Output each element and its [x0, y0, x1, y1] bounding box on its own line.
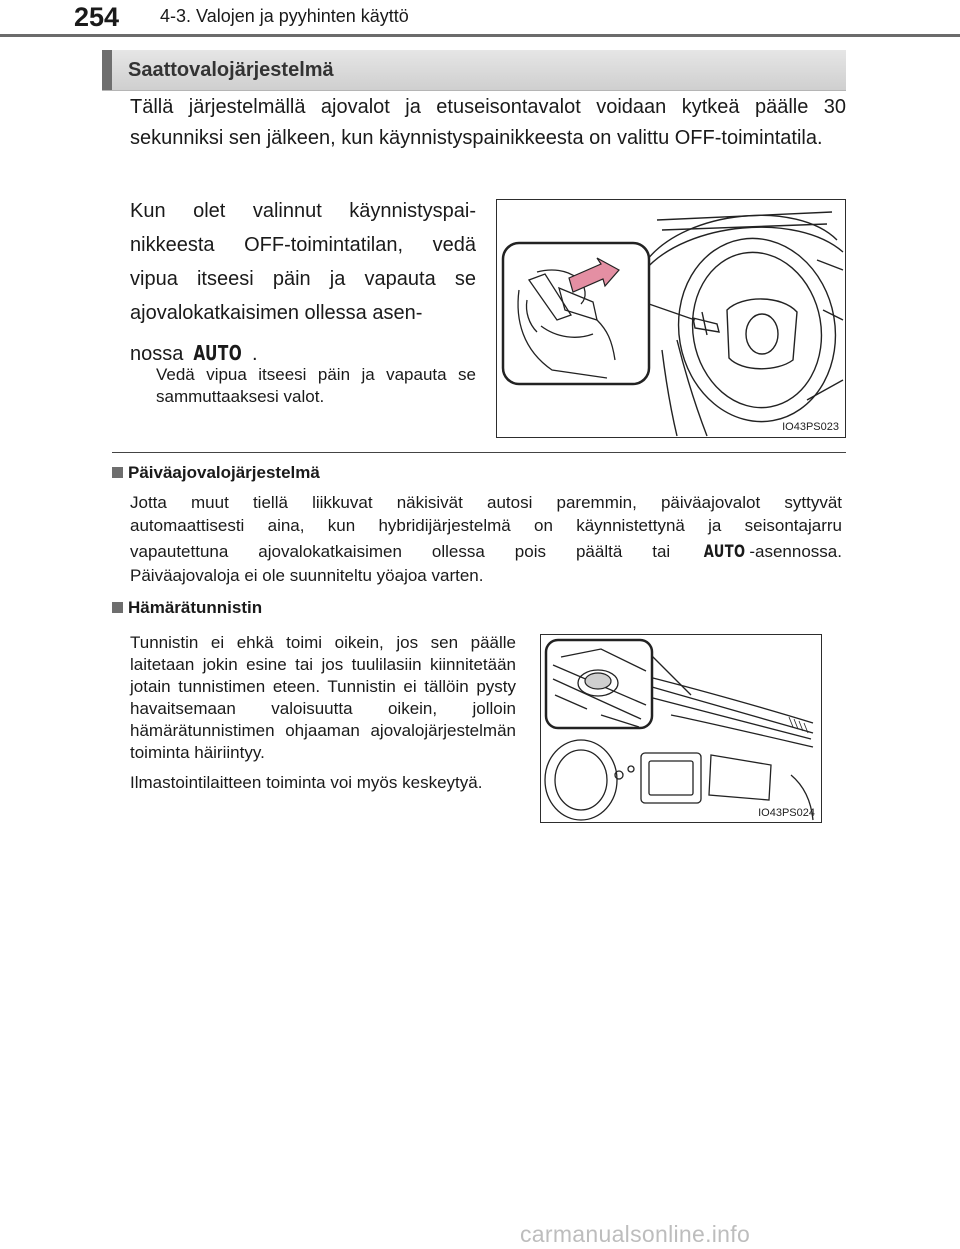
step-paragraph	[130, 194, 476, 371]
sensor-illustration	[541, 635, 821, 822]
step-last-prefix: nossa	[130, 343, 184, 365]
step-main-text: Kun olet valinnut käynnistyspai-nikkeesta OFF-toimintatilan, vedä vipua itseesi päin ja vapauta se ajovalokatkaisimen ollessa asen-	[130, 200, 476, 324]
watermark: carmanualsonline.info	[520, 1221, 751, 1247]
figure-light-sensor	[540, 634, 822, 823]
intro-paragraph: Tällä järjestelmällä ajovalot ja etuseisontavalot voidaan kytkeä päälle 30 sekunniksi sen jälkeen, kun käynnistyspainikkeesta on valittu OFF-toimintatila.	[130, 96, 846, 149]
section-title: Saattovalojärjestelmä	[128, 59, 334, 81]
daytime-line3-prefix: vapautettuna ajovalokatkaisimen ollessa pois päältä tai	[130, 542, 671, 561]
figure-headlight-lever	[496, 199, 846, 438]
figure-code: IO43PS023	[782, 421, 839, 433]
daytime-line: Päiväajovaloja ei ole suunniteltu yöajoa varten.	[130, 566, 484, 585]
page-number: 254	[74, 2, 120, 32]
sensor-heading-text: Hämärätunnistin	[128, 598, 263, 617]
step-note: Vedä vipua itseesi päin ja vapauta se sammuttaaksesi valot.	[156, 365, 476, 406]
sensor-paragraph: Ilmastointilaitteen toiminta voi myös keskeytyä.	[130, 773, 483, 792]
daytime-paragraph	[130, 491, 842, 587]
header-rule	[0, 34, 960, 37]
auto-position-symbol: AUTO	[193, 341, 243, 365]
daytime-line3-suffix: -asennossa.	[749, 542, 842, 561]
sensor-paragraph: Tunnistin ei ehkä toimi oikein, jos sen päälle laitetaan jokin esine tai jos tuulilasiin kiinnitetään jotain tunnistimen eteen. Tunnistin ei tällöin pysty havaitsemaan valoisuutta oikein, jolloin hämärätunnistimen ohjaaman ajovalojärjestelmän toiminta häiriintyy.	[130, 633, 516, 762]
section-divider	[112, 452, 846, 453]
sensor-text	[130, 632, 516, 802]
daytime-line: Jotta muut tiellä liikkuvat näkisivät autosi paremmin, päiväajovalot syttyvät	[130, 493, 842, 512]
lever-illustration	[497, 200, 845, 437]
chapter-title: 4-3. Valojen ja pyyhinten käyttö	[160, 6, 409, 26]
light-sensor-icon	[585, 673, 611, 689]
daytime-line	[130, 540, 842, 564]
banner-bar	[102, 50, 112, 90]
figure-code: IO43PS024	[758, 807, 815, 819]
daytime-line: automaattisesti aina, kun hybridijärjestelmä on käynnistettynä ja seisontajarru	[130, 516, 842, 535]
square-bullet-icon	[112, 602, 123, 613]
section-banner	[102, 50, 846, 91]
daytime-heading-text: Päiväajovalojärjestelmä	[128, 463, 320, 482]
step-last-suffix: .	[252, 343, 258, 365]
daytime-heading	[112, 463, 320, 483]
sensor-heading	[112, 598, 262, 618]
auto-position-symbol: AUTO	[703, 542, 746, 562]
square-bullet-icon	[112, 467, 123, 478]
